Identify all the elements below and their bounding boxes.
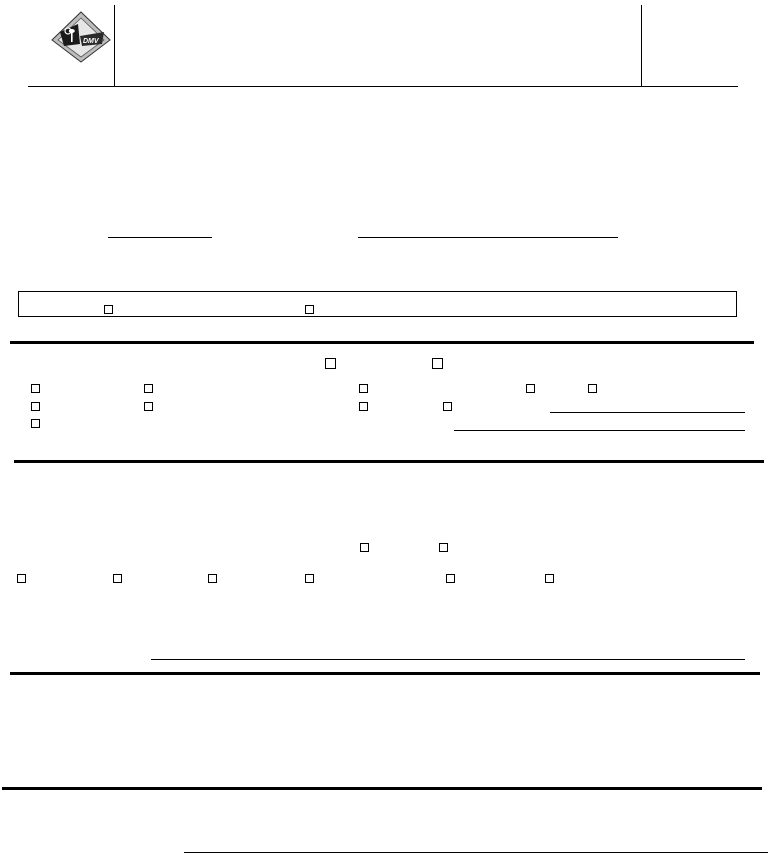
svg-text:DMV: DMV — [83, 38, 99, 45]
section2-row1-checkbox-1[interactable] — [31, 384, 40, 393]
header-divider-left — [114, 5, 115, 86]
section3-row-checkbox-2[interactable] — [113, 574, 122, 583]
type-checkbox-2[interactable] — [305, 305, 314, 314]
section2-row2-field-line[interactable] — [550, 412, 745, 413]
section-divider-3 — [10, 672, 760, 675]
section3-row-checkbox-6[interactable] — [545, 574, 554, 583]
section2-row3-checkbox-1[interactable] — [31, 419, 40, 428]
section2-row1-checkbox-2[interactable] — [144, 384, 153, 393]
section2-checkbox-b[interactable] — [432, 358, 443, 369]
section2-row2-checkbox-2[interactable] — [144, 402, 153, 411]
section2-row1-checkbox-5[interactable] — [588, 384, 597, 393]
section2-row2-checkbox-1[interactable] — [31, 402, 40, 411]
section3-checkbox-a[interactable] — [360, 543, 369, 552]
section3-field-line[interactable] — [151, 659, 745, 660]
section3-row-checkbox-4[interactable] — [305, 574, 314, 583]
section-divider-2 — [14, 460, 764, 463]
section2-row3-field-line[interactable] — [454, 430, 745, 431]
section3-checkbox-b[interactable] — [439, 543, 448, 552]
field-line-1[interactable] — [108, 237, 212, 238]
section2-row1-checkbox-3[interactable] — [359, 384, 368, 393]
type-box — [18, 291, 737, 317]
section2-row2-checkbox-3[interactable] — [359, 402, 368, 411]
section-divider-1 — [10, 341, 754, 344]
section3-row-checkbox-5[interactable] — [446, 574, 455, 583]
section3-row-checkbox-1[interactable] — [17, 574, 26, 583]
type-checkbox-1[interactable] — [104, 305, 113, 314]
header-rule — [28, 86, 738, 87]
scdmv-logo-icon — [50, 10, 112, 64]
section3-row-checkbox-3[interactable] — [208, 574, 217, 583]
section2-row2-checkbox-4[interactable] — [443, 402, 452, 411]
signature-field-line[interactable] — [184, 852, 768, 853]
header-divider-right — [641, 5, 642, 86]
field-line-2[interactable] — [358, 237, 618, 238]
section2-row1-checkbox-4[interactable] — [526, 384, 535, 393]
section-divider-4 — [2, 787, 762, 790]
section2-checkbox-a[interactable] — [325, 358, 336, 369]
